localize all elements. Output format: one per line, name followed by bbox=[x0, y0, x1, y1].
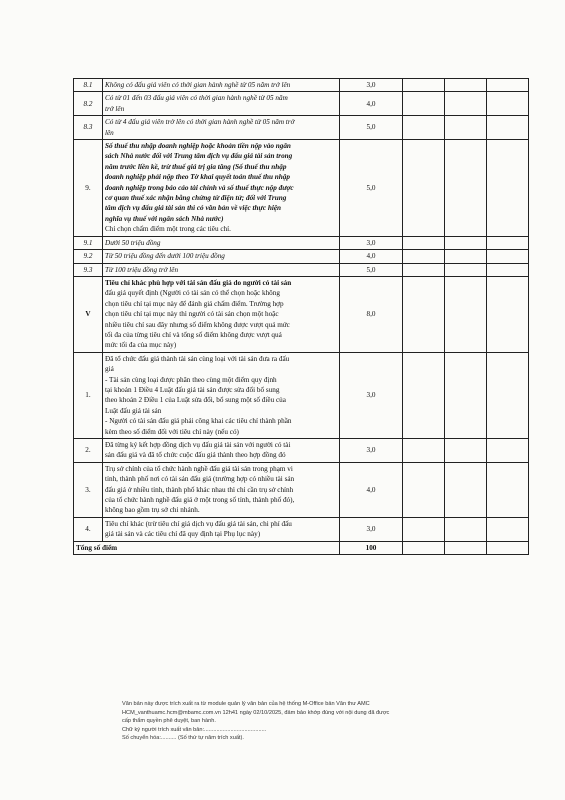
footer-line: cấp thẩm quyền phê duyệt, ban hành. bbox=[122, 718, 216, 725]
score-cell bbox=[403, 92, 445, 116]
criterion-text bbox=[103, 92, 340, 116]
criterion-line: kèm theo số điểm đối với tiêu chí này (nếu có) bbox=[105, 427, 239, 436]
criterion-text bbox=[103, 250, 340, 263]
criterion-line: Luật đấu giá tài sản bbox=[105, 406, 162, 415]
score-cell bbox=[445, 92, 487, 116]
score-cell bbox=[445, 116, 487, 140]
criterion-line: Từ 100 triệu đồng trở lên bbox=[105, 265, 179, 274]
score-cell bbox=[445, 276, 487, 352]
max-points: 5,0 bbox=[340, 140, 403, 237]
table-row bbox=[74, 462, 529, 517]
score-cell bbox=[445, 79, 487, 92]
score-cell bbox=[445, 462, 487, 517]
criterion-line: giá bbox=[105, 365, 114, 374]
criterion-line: mức tối đa của mục này) bbox=[105, 341, 177, 350]
score-cell bbox=[487, 517, 529, 541]
scoring-criteria-table bbox=[73, 78, 529, 555]
criterion-line: không bao gồm trụ sở chi nhánh. bbox=[105, 506, 200, 515]
criterion-line: của tổ chức hành nghề đấu giá ở một trong số tỉnh, thành phố đó), bbox=[105, 496, 295, 505]
score-cell bbox=[445, 236, 487, 249]
max-points: 5,0 bbox=[340, 263, 403, 276]
total-points: 100 bbox=[340, 541, 403, 554]
total-label: Tổng số điểm bbox=[74, 541, 340, 554]
score-cell bbox=[403, 250, 445, 263]
max-points: 4,0 bbox=[340, 92, 403, 116]
criterion-line: sản đấu giá và đã tổ chức cuộc đấu giá thành theo hợp đồng đó bbox=[105, 451, 286, 460]
criterion-line: tối đa của từng tiêu chí và tổng số điểm không được vượt quá bbox=[105, 330, 282, 339]
score-cell bbox=[445, 263, 487, 276]
table-row bbox=[74, 140, 529, 237]
row-number: 9.3 bbox=[74, 263, 103, 276]
score-cell bbox=[487, 250, 529, 263]
score-cell bbox=[487, 92, 529, 116]
criterion-text bbox=[103, 462, 340, 517]
criterion-text bbox=[103, 276, 340, 352]
table-row bbox=[74, 236, 529, 249]
max-points: 3,0 bbox=[340, 439, 403, 463]
criterion-line: Không có đấu giá viên có thời gian hành nghề từ 05 năm trở lên bbox=[105, 81, 291, 89]
criterion-line: chọn tiêu chí tại mục này thì người có tài sản chọn một hoặc bbox=[105, 310, 279, 319]
max-points: 5,0 bbox=[340, 116, 403, 140]
table-row bbox=[74, 517, 529, 541]
criterion-line: doanh nghiệp trong báo cáo tài chính và số thuế thực nộp được bbox=[105, 183, 294, 192]
criterion-line: cơ quan thuế xác nhận bằng chứng từ điện tử; đối với Trung bbox=[105, 194, 287, 203]
criterion-line: tại khoản 1 Điều 4 Luật đấu giá tài sản được sửa đổi bổ sung bbox=[105, 385, 280, 394]
criterion-line: Đã tổ chức đấu giá thành tài sản cùng loại với tài sản đưa ra đấu bbox=[105, 354, 290, 363]
criterion-text bbox=[103, 236, 340, 249]
max-points: 3,0 bbox=[340, 79, 403, 92]
score-cell bbox=[487, 541, 529, 554]
criterion-line: chọn tiêu chí tại mục này để đánh giá chấm điểm. Trường hợp bbox=[105, 299, 284, 308]
score-cell bbox=[403, 140, 445, 237]
score-cell bbox=[445, 541, 487, 554]
score-cell bbox=[403, 276, 445, 352]
criterion-line: giá tài sản và các tiêu chí đã quy định tại Phụ lục này) bbox=[105, 530, 261, 539]
score-cell bbox=[445, 140, 487, 237]
row-number: 1. bbox=[74, 352, 103, 438]
score-cell bbox=[403, 462, 445, 517]
table-row bbox=[74, 116, 529, 140]
criterion-line: Dưới 50 triệu đồng bbox=[105, 238, 161, 247]
max-points: 4,0 bbox=[340, 250, 403, 263]
score-cell bbox=[403, 439, 445, 463]
criterion-note: Chỉ chọn chấm điểm một trong các tiêu chí. bbox=[105, 225, 231, 234]
row-number: 9. bbox=[74, 140, 103, 237]
criterion-line: tâm dịch vụ đấu giá tài sản thì có văn bản về việc thực hiện bbox=[105, 204, 282, 213]
score-cell bbox=[445, 517, 487, 541]
footer-line: Văn bản này được trích xuất ra từ module quản lý văn bản của hệ thống M-Office bản Văn thư AMC bbox=[122, 701, 370, 707]
criteria-table-body bbox=[74, 79, 529, 555]
footer-line: Chữ ký người trích xuất văn bản:........................................ bbox=[122, 726, 267, 733]
table-row bbox=[74, 79, 529, 92]
row-number: 8.1 bbox=[74, 79, 103, 92]
criterion-line: sách Nhà nước đối với Trung tâm dịch vụ đấu giá tài sản trong bbox=[105, 152, 293, 161]
score-cell bbox=[403, 236, 445, 249]
criterion-line: Tiêu chí khác (trừ tiêu chí giá dịch vụ đấu giá tài sản, chi phí đấu bbox=[105, 519, 292, 528]
score-cell bbox=[403, 116, 445, 140]
table-row bbox=[74, 439, 529, 463]
criterion-line: Có từ 01 đến 03 đấu giá viên có thời gian hành nghề từ 05 năm bbox=[105, 94, 288, 103]
score-cell bbox=[487, 79, 529, 92]
table-row bbox=[74, 250, 529, 263]
score-cell bbox=[403, 79, 445, 92]
criterion-line: Từ 50 triệu đồng đến dưới 100 triệu đồng bbox=[105, 252, 225, 261]
score-cell bbox=[445, 439, 487, 463]
row-number: 2. bbox=[74, 439, 103, 463]
score-cell bbox=[403, 517, 445, 541]
criterion-text bbox=[103, 439, 340, 463]
criterion-text bbox=[103, 79, 340, 92]
criterion-line: lên bbox=[105, 128, 114, 137]
extraction-footer-note bbox=[122, 700, 462, 743]
score-cell bbox=[487, 439, 529, 463]
criterion-line: nhiều tiêu chí sau đây nhưng số điểm không được vượt quá mức bbox=[105, 320, 290, 329]
criterion-text bbox=[103, 116, 340, 140]
criterion-line: đấu giá ở nhiều tỉnh, thành phố khác nhau thì chỉ cần trụ sở chính bbox=[105, 485, 294, 494]
criterion-text bbox=[103, 517, 340, 541]
criterion-line: Tiêu chí khác phù hợp với tài sản đấu giá do người có tài sản bbox=[105, 278, 292, 287]
max-points: 3,0 bbox=[340, 236, 403, 249]
row-number: 8.2 bbox=[74, 92, 103, 116]
row-number: 9.1 bbox=[74, 236, 103, 249]
criterion-text bbox=[103, 140, 340, 237]
criterion-line: đấu giá quyết định (Người có tài sản có thể chọn hoặc không bbox=[105, 289, 280, 298]
score-cell bbox=[445, 352, 487, 438]
score-cell bbox=[487, 140, 529, 237]
criterion-line: Có từ 4 đấu giá viên trở lên có thời gian hành nghề từ 05 năm trở bbox=[105, 118, 295, 127]
row-number: 4. bbox=[74, 517, 103, 541]
row-number: V bbox=[74, 276, 103, 352]
score-cell bbox=[403, 263, 445, 276]
criterion-line: - Tài sản cùng loại được phân theo cùng một điểm quy định bbox=[105, 375, 277, 384]
criterion-line: doanh nghiệp phải nộp theo Tờ khai quyết toán thuế thu nhập bbox=[105, 173, 290, 182]
score-cell bbox=[403, 352, 445, 438]
score-cell bbox=[445, 250, 487, 263]
total-row bbox=[74, 541, 529, 554]
max-points: 3,0 bbox=[340, 517, 403, 541]
row-number: 8.3 bbox=[74, 116, 103, 140]
criterion-line: Trụ sở chính của tổ chức hành nghề đấu giá tài sản trong phạm vi bbox=[105, 464, 293, 473]
footer-line: HCM_vanthuamc.hcm@mbamc.com.vn 12h41 ngày 02/10/2025, đảm bảo khớp đúng với nội dung đã được bbox=[122, 709, 390, 716]
score-cell bbox=[487, 352, 529, 438]
criterion-text bbox=[103, 352, 340, 438]
row-number: 3. bbox=[74, 462, 103, 517]
table-row bbox=[74, 92, 529, 116]
score-cell bbox=[487, 263, 529, 276]
criterion-line: năm trước liền kề, trừ thuế giá trị gia tăng (Số thuế thu nhập bbox=[105, 162, 287, 171]
table-row bbox=[74, 276, 529, 352]
max-points: 4,0 bbox=[340, 462, 403, 517]
score-cell bbox=[487, 276, 529, 352]
score-cell bbox=[487, 236, 529, 249]
criterion-line: theo khoản 2 Điều 1 của Luật sửa đổi, bổ sung một số điều của bbox=[105, 396, 286, 405]
table-row bbox=[74, 263, 529, 276]
criterion-line: trở lên bbox=[105, 104, 125, 113]
criterion-line: tỉnh, thành phố nơi có tài sản đấu giá (trường hợp có nhiều tài sản bbox=[105, 475, 295, 484]
score-cell bbox=[487, 116, 529, 140]
criterion-line: Đã từng ký kết hợp đồng dịch vụ đấu giá tài sản với người có tài bbox=[105, 441, 291, 449]
row-number: 9.2 bbox=[74, 250, 103, 263]
score-cell bbox=[403, 541, 445, 554]
max-points: 8,0 bbox=[340, 276, 403, 352]
criterion-line: nghĩa vụ thuế với ngân sách Nhà nước) bbox=[105, 214, 224, 223]
score-cell bbox=[487, 462, 529, 517]
criterion-text bbox=[103, 263, 340, 276]
criterion-line: - Người có tài sản đấu giá phải công khai các tiêu chí thành phần bbox=[105, 417, 292, 426]
max-points: 3,0 bbox=[340, 352, 403, 438]
footer-line: Số chuyển hóa:.......... (Số thứ tự năm trích xuất). bbox=[122, 735, 244, 742]
criterion-line: Số thuế thu nhập doanh nghiệp hoặc khoản tiền nộp vào ngân bbox=[105, 142, 291, 151]
table-row bbox=[74, 352, 529, 438]
